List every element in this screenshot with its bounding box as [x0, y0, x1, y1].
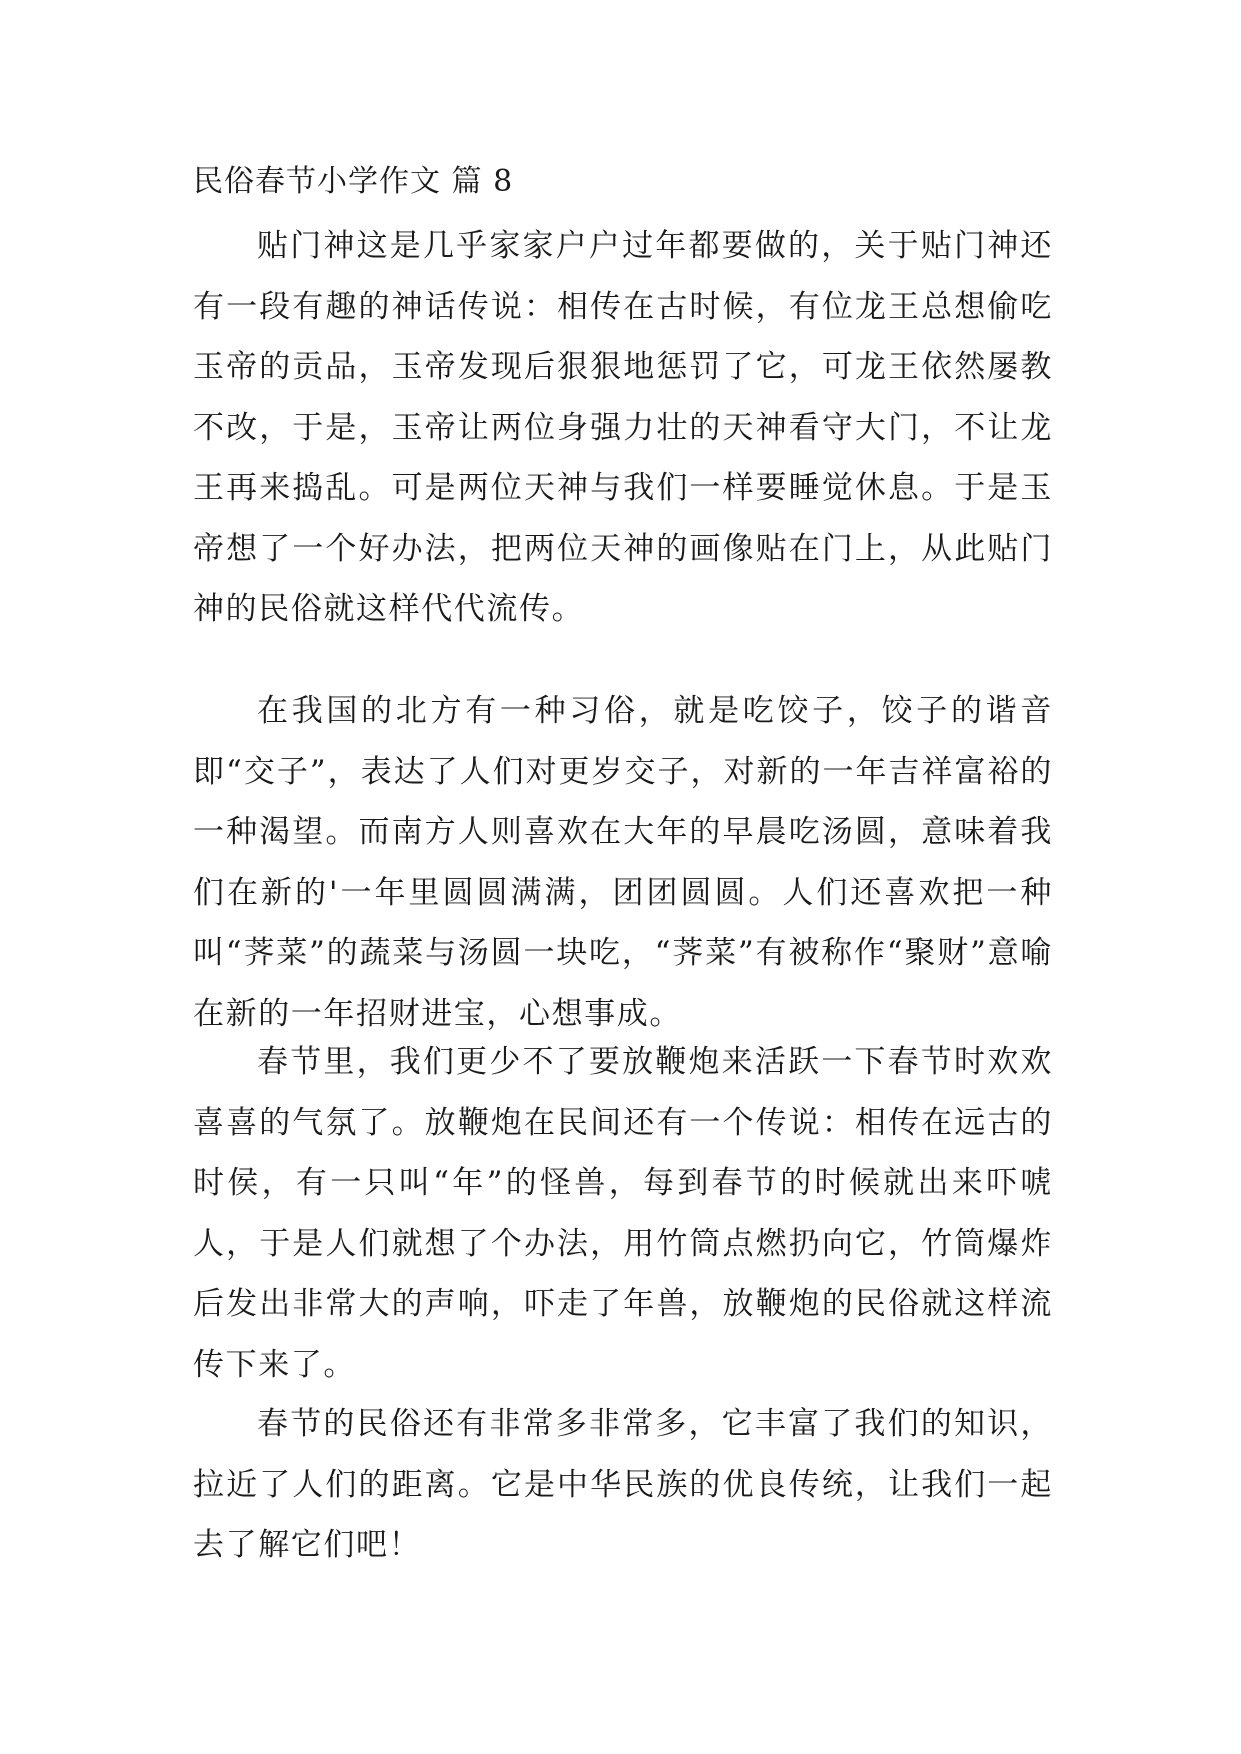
paragraph-door-gods: 贴门神这是几乎家家户户过年都要做的，关于贴门神还有一段有趣的神话传说：相传在古时候，有位龙王总想偷吃玉帝的贡品，玉帝发现后狠狠地惩罚了它，可龙王依然屡教不改，于是，玉帝让两位身强力壮的天神看守大门，不让龙王再来捣乱。可是两位天神与我们一样要睡觉休息。于是玉帝想了一个好办法，把两位天神的画像贴在门上，从此贴门神的民俗就这样代代流传。 [193, 228, 1053, 627]
paragraph-dumplings: 在我国的北方有一种习俗，就是吃饺子，饺子的谐音即“交子”，表达了人们对更岁交子，对新的一年吉祥富裕的一种渴望。而南方人则喜欢在大年的早晨吃汤圆，意味着我们在新的'一年里圆圆满满，团团圆圆。人们还喜欢把一种叫“荠菜”的蔬菜与汤圆一块吃，“荠菜”有被称作“聚财”意喻在新的一年招财进宝，心想事成。 [193, 693, 1053, 1032]
paragraph-firecrackers: 春节里，我们更少不了要放鞭炮来活跃一下春节时欢欢喜喜的气氛了。放鞭炮在民间还有一个传说：相传在远古的时侯，有一只叫“年”的怪兽，每到春节的时候就出来吓唬人，于是人们就想了个办法，用竹筒点燃扔向它，竹筒爆炸后发出非常大的声响，吓走了年兽，放鞭炮的民俗就这样流传下来了。 [193, 1044, 1053, 1383]
paragraph-conclusion: 春节的民俗还有非常多非常多，它丰富了我们的知识，拉近了人们的距离。它是中华民族的优良传统，让我们一起去了解它们吧！ [193, 1406, 1053, 1563]
essay-title: 民俗春节小学作文 篇 8 [193, 164, 514, 199]
